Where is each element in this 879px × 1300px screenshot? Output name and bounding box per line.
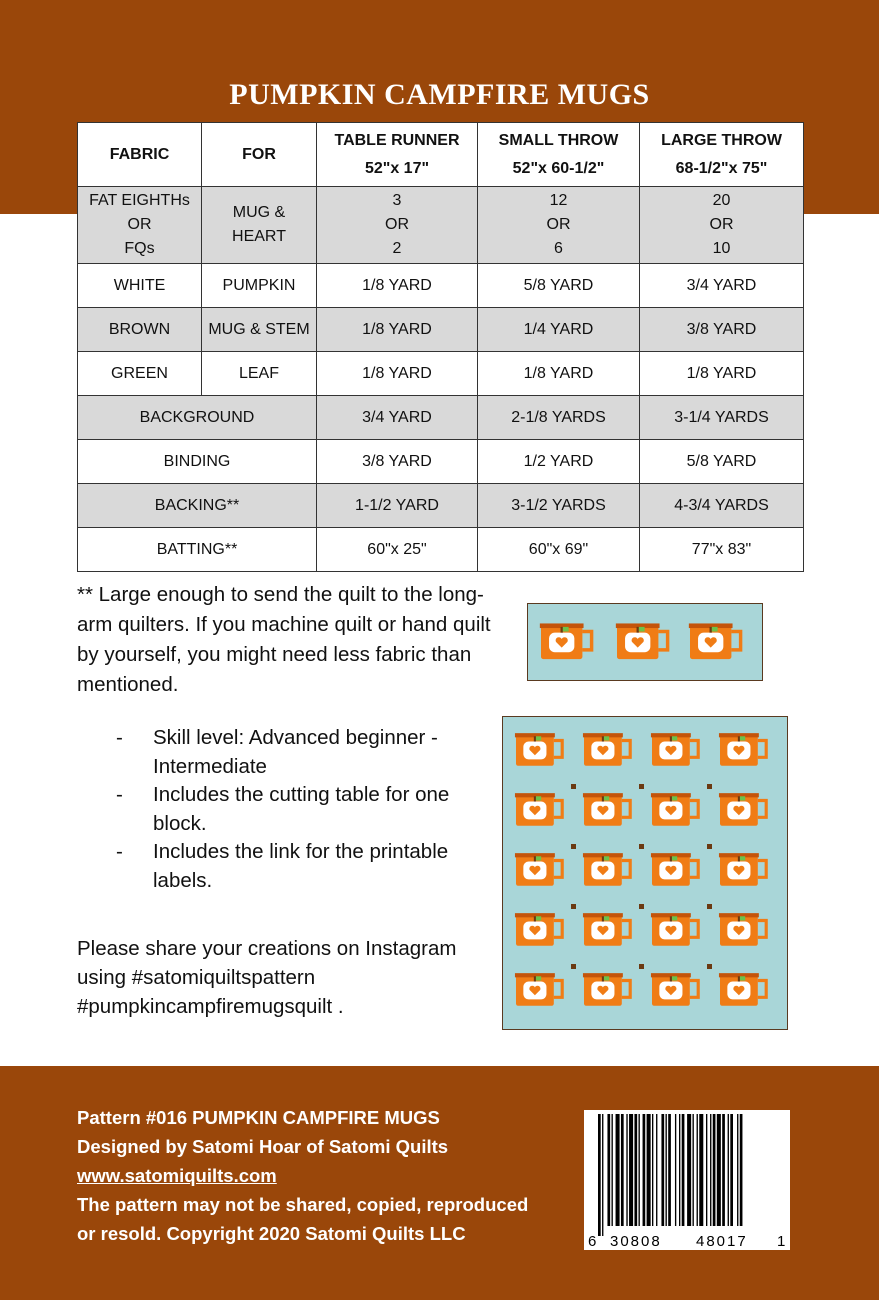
list-item-text: Includes the cutting table for one block. — [153, 783, 450, 835]
table-row — [78, 352, 804, 396]
barcode-bar — [616, 1114, 620, 1226]
footer-info — [77, 1103, 577, 1248]
barcode — [584, 1110, 790, 1250]
barcode-bar — [661, 1114, 664, 1226]
stem — [670, 916, 672, 921]
stem — [738, 736, 740, 741]
barcode-bar — [699, 1114, 703, 1226]
stem — [534, 976, 536, 981]
feature-list — [116, 724, 496, 895]
table-cell: GREEN — [78, 352, 202, 396]
stem — [602, 736, 604, 741]
leaf-icon — [672, 736, 677, 740]
bullet-marker: - — [116, 726, 123, 749]
table-cell: MUG & STEM — [202, 308, 317, 352]
table-cell: 1/4 YARD — [478, 308, 640, 352]
cornerstone — [571, 784, 576, 789]
list-item-text: Includes the link for the printable labels. — [153, 840, 449, 892]
stem — [602, 856, 604, 861]
barcode-bar — [602, 1114, 603, 1236]
barcode-bar — [639, 1114, 640, 1226]
table-cell: PUMPKIN — [202, 264, 317, 308]
leaf-icon — [672, 916, 677, 920]
leaf-icon — [536, 736, 541, 740]
stem — [738, 976, 740, 981]
barcode-bar — [737, 1114, 738, 1226]
cornerstone — [707, 844, 712, 849]
stem — [534, 916, 536, 921]
barcode-bar — [722, 1114, 725, 1226]
barcode-bar — [728, 1114, 729, 1226]
header-col-size: 52"x 60-1/2" — [512, 159, 605, 177]
barcode-bar — [679, 1114, 680, 1226]
barcode-bar — [643, 1114, 646, 1226]
barcode-bar — [668, 1114, 671, 1226]
barcode-bar — [621, 1114, 624, 1226]
barcode-bar — [717, 1114, 721, 1226]
note-text: ** Large enough to send the quilt to the long-arm quilters. If you machine quilt or hand quilt by yourself, you might need less fabric than mentioned. — [77, 583, 491, 696]
table-header-row — [78, 123, 804, 187]
barcode-digit: 1 — [777, 1233, 786, 1250]
barcode-bar — [710, 1114, 711, 1226]
table-row — [78, 308, 804, 352]
table-row — [78, 264, 804, 308]
table-cell: 5/8 YARD — [478, 264, 640, 308]
list-item — [116, 838, 496, 895]
barcode-bar — [740, 1114, 743, 1226]
share-hashtag: #pumpkincampfiremugsquilt . — [77, 995, 344, 1018]
batting-note — [77, 580, 497, 700]
table-cell: 1/8 YARD — [317, 352, 478, 396]
stem — [738, 856, 740, 861]
stem — [738, 796, 740, 801]
stem — [670, 856, 672, 861]
leaf-icon — [604, 976, 609, 980]
table-cell: 4-3/4 YARDS — [640, 484, 804, 528]
stem — [670, 736, 672, 741]
cornerstone — [639, 964, 644, 969]
leaf-icon — [712, 627, 718, 632]
header-table-runner — [317, 123, 478, 187]
table-cell: BACKING** — [78, 484, 317, 528]
share-line: Please share your creations on Instagram — [77, 937, 457, 960]
cornerstone — [707, 904, 712, 909]
header-col-name: SMALL THROW — [498, 131, 619, 149]
leaf-icon — [740, 916, 745, 920]
table-row — [78, 187, 804, 264]
stem — [534, 796, 536, 801]
throw-quilt-illustration — [502, 716, 788, 1030]
leaf-icon — [536, 856, 541, 860]
list-item-text: Skill level: Advanced beginner - Intermediate — [153, 726, 438, 778]
table-cell: FAT EIGHTHs OR FQs — [78, 187, 202, 264]
header-col-name: LARGE THROW — [661, 131, 782, 149]
page-title: PUMPKIN CAMPFIRE MUGS — [229, 78, 650, 111]
table-cell: 1/2 YARD — [478, 440, 640, 484]
share-hashtag: using #satomiquiltspattern — [77, 966, 316, 989]
barcode-bar — [713, 1114, 716, 1226]
table-cell: BROWN — [78, 308, 202, 352]
barcode-bar — [634, 1114, 637, 1226]
stem — [637, 627, 639, 633]
list-item — [116, 724, 496, 781]
cornerstone — [639, 904, 644, 909]
table-cell: 1/8 YARD — [317, 264, 478, 308]
barcode-bar — [687, 1114, 691, 1226]
table-row — [78, 396, 804, 440]
barcode-bar — [675, 1114, 676, 1226]
table-cell: 3/8 YARD — [317, 440, 478, 484]
table-cell: 2-1/8 YARDS — [478, 396, 640, 440]
table-cell: 1-1/2 YARD — [317, 484, 478, 528]
stem — [670, 796, 672, 801]
header-large-throw — [640, 123, 804, 187]
table-cell: 1/8 YARD — [317, 308, 478, 352]
cornerstone — [639, 844, 644, 849]
copyright-text: or resold. Copyright 2020 Satomi Quilts LLC — [77, 1223, 466, 1244]
table-cell: 5/8 YARD — [640, 440, 804, 484]
stem — [602, 916, 604, 921]
cornerstone — [571, 964, 576, 969]
barcode-bar — [682, 1114, 685, 1226]
leaf-icon — [563, 627, 569, 632]
barcode-bar — [607, 1114, 610, 1226]
leaf-icon — [672, 976, 677, 980]
designer-credit: Designed by Satomi Hoar of Satomi Quilts — [77, 1136, 449, 1157]
stem — [534, 856, 536, 861]
stem — [561, 627, 563, 633]
table-cell: 3/4 YARD — [640, 264, 804, 308]
leaf-icon — [604, 796, 609, 800]
table-cell: 60"x 25" — [317, 528, 478, 572]
bullet-marker: - — [116, 840, 123, 863]
header-for: FOR — [202, 123, 317, 187]
table-cell: BATTING** — [78, 528, 317, 572]
leaf-icon — [604, 916, 609, 920]
barcode-digit: 6 — [588, 1233, 597, 1250]
stem — [534, 736, 536, 741]
header-fabric: FABRIC — [78, 123, 202, 187]
table-cell: 77"x 83" — [640, 528, 804, 572]
leaf-icon — [604, 736, 609, 740]
table-cell: 12 OR 6 — [478, 187, 640, 264]
barcode-digits-right: 48017 — [696, 1233, 748, 1250]
barcode-bar — [598, 1114, 601, 1236]
leaf-icon — [740, 976, 745, 980]
pattern-number: Pattern #016 PUMPKIN CAMPFIRE MUGS — [77, 1107, 440, 1128]
leaf-icon — [536, 916, 541, 920]
table-cell: LEAF — [202, 352, 317, 396]
stem — [602, 976, 604, 981]
barcode-bar — [706, 1114, 707, 1226]
table-cell: 3-1/2 YARDS — [478, 484, 640, 528]
table-cell: BACKGROUND — [78, 396, 317, 440]
stem — [670, 976, 672, 981]
leaf-icon — [740, 796, 745, 800]
barcode-bar — [666, 1114, 667, 1226]
cutting-table — [77, 122, 804, 572]
table-row — [78, 440, 804, 484]
barcode-bar — [612, 1114, 613, 1226]
header-col-size: 52"x 17" — [364, 159, 430, 177]
table-cell: 1/8 YARD — [640, 352, 804, 396]
table-cell: 60"x 69" — [478, 528, 640, 572]
barcode-bar — [629, 1114, 633, 1226]
stem — [738, 916, 740, 921]
cornerstone — [571, 844, 576, 849]
leaf-icon — [604, 856, 609, 860]
list-item — [116, 781, 496, 838]
header-col-name: TABLE RUNNER — [334, 131, 460, 149]
stem — [710, 627, 712, 633]
table-cell: WHITE — [78, 264, 202, 308]
table-cell: 3 OR 2 — [317, 187, 478, 264]
barcode-bar — [697, 1114, 698, 1226]
leaf-icon — [740, 856, 745, 860]
table-cell: BINDING — [78, 440, 317, 484]
leaf-icon — [536, 976, 541, 980]
table-cell: 20 OR 10 — [640, 187, 804, 264]
barcode-bar — [693, 1114, 694, 1226]
cornerstone — [639, 784, 644, 789]
header-col-size: 68-1/2"x 75" — [675, 159, 768, 177]
barcode-bar — [730, 1114, 733, 1226]
cornerstone — [707, 964, 712, 969]
barcode-bar — [626, 1114, 627, 1226]
barcode-digits-left: 30808 — [610, 1233, 662, 1250]
copyright-text: The pattern may not be shared, copied, reproduced — [77, 1194, 529, 1215]
bullet-marker: - — [116, 783, 123, 806]
table-runner-illustration — [527, 603, 763, 681]
stem — [602, 796, 604, 801]
table-cell: 3-1/4 YARDS — [640, 396, 804, 440]
table-cell: 1/8 YARD — [478, 352, 640, 396]
barcode-bar — [656, 1114, 657, 1226]
table-row — [78, 484, 804, 528]
table-cell: MUG & HEART — [202, 187, 317, 264]
cornerstone — [571, 904, 576, 909]
barcode-bar — [652, 1114, 653, 1226]
table-row — [78, 528, 804, 572]
website-link[interactable]: www.satomiquilts.com — [77, 1165, 277, 1186]
table-cell: 3/8 YARD — [640, 308, 804, 352]
leaf-icon — [740, 736, 745, 740]
header-small-throw — [478, 123, 640, 187]
table-cell: 3/4 YARD — [317, 396, 478, 440]
share-note — [77, 934, 507, 1021]
leaf-icon — [639, 627, 645, 632]
leaf-icon — [672, 856, 677, 860]
cornerstone — [707, 784, 712, 789]
barcode-bar — [647, 1114, 651, 1226]
leaf-icon — [536, 796, 541, 800]
leaf-icon — [672, 796, 677, 800]
